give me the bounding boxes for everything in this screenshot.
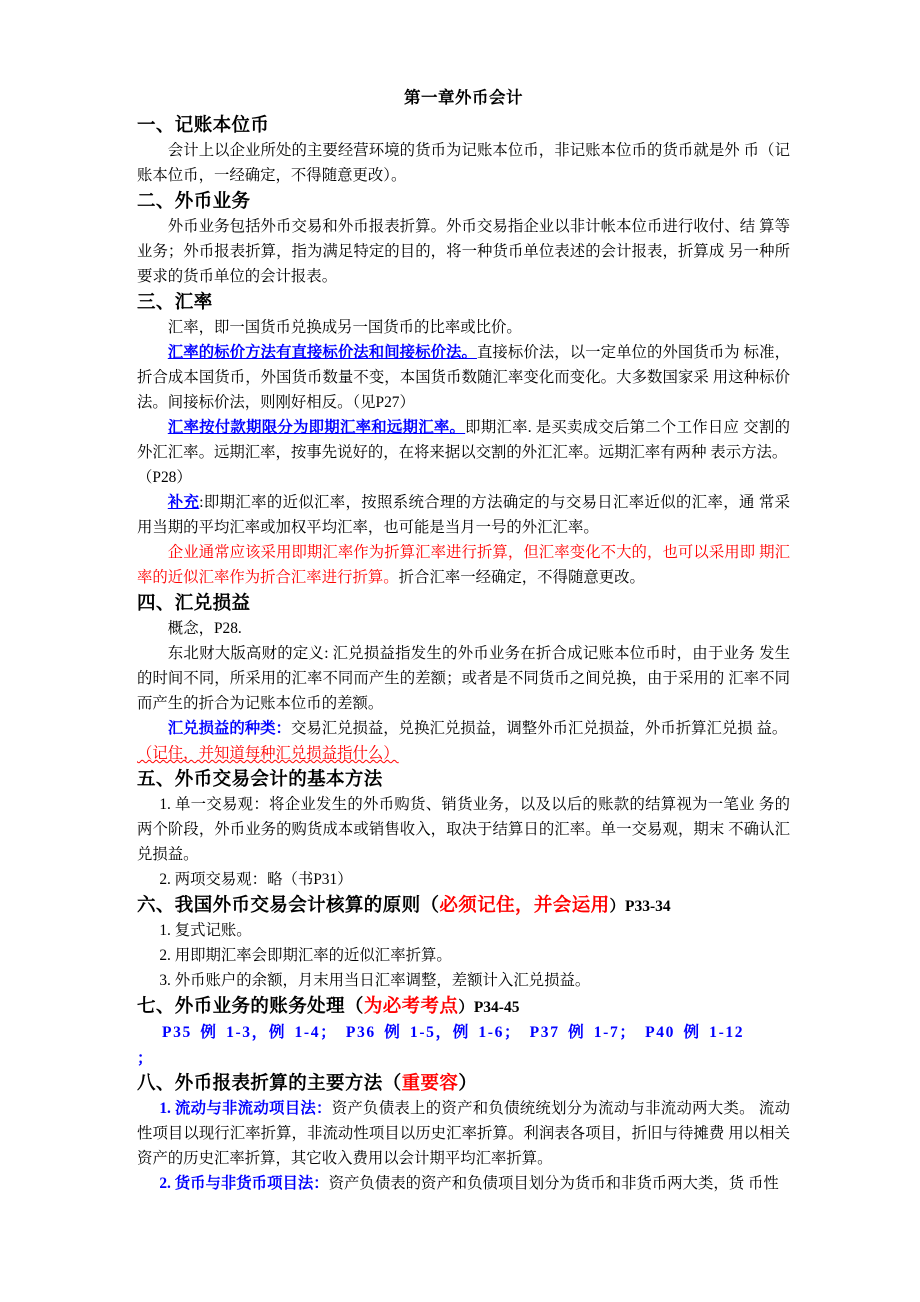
section-3-paragraph-1: 汇率，即一国货币兑换成另一国货币的比率或比价。 — [167, 319, 522, 337]
section-heading-4: 四、汇兑损益 — [137, 593, 251, 614]
section-4-concept: 概念，P28. — [167, 620, 242, 638]
section-3-emphasis — [137, 541, 790, 591]
section-heading-8 — [137, 1071, 790, 1097]
section-6-item-1: 1. 复式记账。 — [159, 922, 252, 940]
supplement-text: :即期汇率的近似汇率，按照系统合理的方法确定的与交易日汇率近似的汇率，通 常采用当期的平均汇率或加权平均汇率，也可能是当月一号的外汇汇率。 — [137, 493, 790, 536]
section-5-item-1: 1. 单一交易观：将企业发生的外币购货、销货业务，以及以后的账款的结算视为一笔业 务的两个阶段，外币业务的购货成本或销售收入，取决于结算日的汇率。单一交易观，期末 不确认汇兑损益。 — [137, 796, 790, 863]
section-6-item-3: 3. 外币账户的余额，月末用当日汇率调整，差额计入汇兑损益。 — [159, 972, 591, 990]
method-2-text: 资产负债表的资产和负债项目划分为货币和非货币两大类，货 币性 — [328, 1174, 779, 1192]
quotation-method-highlight: 汇率的标价方法有直接标价法和间接标价法。 — [167, 344, 477, 362]
quotation-method-text: 直接标价法，以一定单位的外国货币为 标准，折合成本国货币，外国货币数量不变，本国货币数随汇率变化而变化。大多数国家采 用这种标价法。间接标价法，则刚好相反。（见P27） — [137, 344, 790, 412]
section-2-paragraph: 外币业务包括外币交易和外币报表折算。外币交易指企业以非计帐本位币进行收付、结 算等业务；外币报表折算，指为满足特定的目的，将一种货币单位表述的会计报表，折算成 另一种所要求的货币单位的会计报表。 — [137, 218, 790, 286]
section-7-heading-pre: 七、外币业务的账务处理（ — [137, 996, 364, 1017]
method-1-text: 资产负债表上的资产和负债统统划分为流动与非流动两大类。 流动性项目以现行汇率折算，非流动性项目以历史汇率折算。利润表各项目，折旧与待摊费 用以相关资产的历史汇率折算，其它收入费用以会计期平均汇率折算。 — [137, 1100, 790, 1167]
kinds-label: 汇兑损益的种类： — [167, 719, 291, 737]
section-3-supplement — [137, 491, 790, 541]
section-8-method-2 — [137, 1172, 790, 1197]
section-heading-3: 三、汇率 — [137, 293, 213, 314]
section-1-paragraph: 会计上以企业所处的主要经营环境的货币为记账本位币，非记账本位币的货币就是外 币（记账本位币，一经确定，不得随意更改）。 — [137, 142, 790, 184]
section-4-definition: 东北财大版高财的定义: 汇兑损益指发生的外币业务在折合成记账本位币时，由于业务 发生的时间不同，所采用的汇率不同而产生的差额；或者是不同货币之间兑换，由于采用的 汇率不同而产生的折合为记账本位币的差额。 — [137, 645, 790, 712]
rate-term-highlight: 汇率按付款期限分为即期汇率和远期汇率。 — [167, 419, 466, 437]
section-8-heading-emphasis: 重要容 — [401, 1073, 459, 1094]
method-2-label: 2. 货币与非货币项目法： — [159, 1174, 329, 1192]
section-4-kinds — [137, 717, 790, 742]
section-heading-7 — [137, 994, 790, 1020]
section-3-paragraph-2 — [137, 341, 790, 416]
section-heading-2: 二、外币业务 — [137, 191, 251, 212]
section-6-item-2: 2. 用即期汇率会即期汇率的近似汇率折算。 — [159, 947, 452, 965]
section-heading-1: 一、记账本位币 — [137, 115, 270, 136]
rate-term-text: 即期汇率. 是买卖成交后第二个工作日应 交割的外汇汇率。远期汇率，按事先说好的，在将来据以交割的外汇汇率。远期汇率有两种 表示方法。 — [137, 419, 790, 462]
section-3-paragraph-3 — [137, 416, 790, 466]
section-6-heading-post: ）P33-34 — [609, 897, 671, 915]
page-title: 第一章外币会计 — [404, 88, 523, 107]
rate-usage-warning: 企业通常应该采用即期汇率作为折算汇率进行折算，但汇率变化不大的，也可以采用即 期汇率的近似汇率作为折合汇率进行折算。 — [137, 543, 790, 586]
section-7-heading-emphasis: 为必考考点 — [363, 996, 459, 1017]
section-8-heading-pre: 八、外币报表折算的主要方法（ — [137, 1073, 402, 1094]
section-8-method-1 — [137, 1097, 790, 1172]
section-8-heading-post: ） — [458, 1073, 478, 1094]
section-7-examples: P35 例 1-3，例 1-4； P36 例 1-5，例 1-6； P37 例 1-7； P40 例 1-12 — [161, 1024, 745, 1042]
section-heading-5: 五、外币交易会计的基本方法 — [137, 769, 383, 790]
rate-usage-rest: 折合汇率一经确定，不得随意更改。 — [398, 568, 645, 586]
supplement-label: 补充 — [167, 493, 200, 511]
kinds-text: 交易汇兑损益，兑换汇兑损益，调整外币汇兑损益，外币折算汇兑损 益。 — [290, 719, 788, 737]
section-7-heading-post: ）P34-45 — [458, 998, 520, 1016]
section-6-heading-pre: 六、我国外币交易会计核算的原则（ — [137, 895, 440, 916]
section-7-examples-tail: ； — [137, 1049, 155, 1067]
section-heading-6 — [137, 893, 790, 919]
section-6-heading-emphasis: 必须记住，并会运用 — [439, 895, 610, 916]
section-5-item-2: 2. 两项交易观：略（书P31） — [159, 870, 353, 888]
section-4-note — [137, 742, 790, 767]
memorize-note: （记住，并知道每种汇兑损益指什么） — [137, 744, 399, 762]
method-1-label: 1. 流动与非流动项目法： — [159, 1100, 332, 1118]
section-3-page-ref: （P28） — [137, 469, 192, 487]
